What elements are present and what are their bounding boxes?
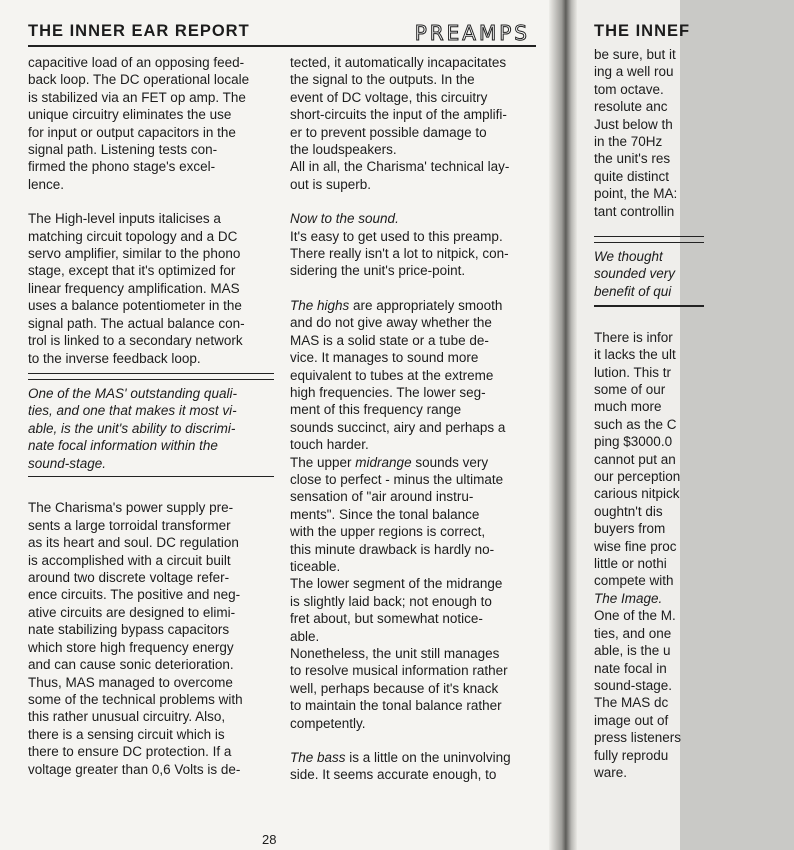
pullquote: One of the MAS' outstanding quali- ties, and one that makes it most vi- able, is the unit's ability to discrimi- nate focal information within the sound-stage. — [28, 385, 237, 471]
right-image-heading: The Image. — [594, 590, 663, 606]
paragraph-intro-sound: It's easy to get used to this preamp. There really isn't a lot to nitpick, con- sidering the unit's price-point. — [290, 228, 509, 279]
pullquote-bottom-rule — [28, 476, 274, 478]
right-paragraph-bass: be sure, but it ing a well rou tom octave. resolute anc Just below th in the 70Hz the unit's res quite distinct point, the MA: tant controllin — [594, 47, 678, 219]
running-header-title: THE INNER EAR REPORT — [28, 22, 250, 40]
right-running-header: THE INNEF — [594, 22, 691, 40]
paragraph-high-level-inputs: The High-level inputs italicises a matching circuit topology and a DC servo amplifier, similar to the phono stage, except that it's optimized for linear frequency amplification. MAS uses a balance potentiometer in the signal path. The actual balance con- trol is linked to a secondary network to the inverse feedback loop. — [28, 211, 245, 366]
left-column — [28, 54, 274, 778]
paragraph-power-supply: The Charisma's power supply pre- sents a large torroidal transformer as its heart and soul. DC regulation is accomplished with a circuit built around two discrete voltage refer- ence circuits. The positive and neg- ative circuits are designed to elimi- nate stabilizing bypass capacitors which store high frequency energy and can cause sonic deterioration. Thus, MAS managed to overcome some of the technical problems with this rather unusual circuitry. Also, there is a sensing circuit which is there to ensure DC protection. If a voltage greater than 0,6 Volts is de- — [28, 500, 243, 777]
page-number: 28 — [262, 832, 277, 847]
sound-heading: Now to the sound. — [290, 211, 399, 227]
header-rule — [28, 45, 536, 47]
middle-column — [290, 54, 536, 784]
paragraph-circuit: capacitive load of an opposing feed- back loop. The DC operational locale is stabilized via an FET op amp. The unique circuitry eliminates the use for input or output capacitors in the signal path. Listening tests con- firmed the phono stage's excel- lence. — [28, 55, 250, 192]
right-paragraph-resolution: There is infor it lacks the ult lution. This tr some of our much more such as the C ping $3000.0 cannot put an our perception carious nitpick oughtn't dis buyers from wise fine proc little or nothi compete with — [594, 329, 681, 589]
running-header-section: PREAMPS — [414, 21, 530, 45]
paragraph-highs: The highs are appropriately smooth and do not give away whether the MAS is a solid state or a tube de- vice. It manages to sound more equivalent to tubes at the extreme high frequencies. The lower seg- ment of this frequency range sounds succinct, airy and perhaps a touch harder. — [290, 297, 506, 453]
right-pullquote: We thought sounded very benefit of qui — [594, 249, 676, 299]
paragraph-bass: The bass is a little on the uninvolving side. It seems accurate enough, to — [290, 750, 511, 783]
right-pullquote-top-rule — [594, 236, 704, 243]
paragraph-lower-midrange: The lower segment of the midrange is slightly laid back; not enough to fret about, but somewhat notice- able. — [290, 576, 503, 644]
right-pullquote-bottom-rule — [594, 305, 704, 307]
right-page — [577, 0, 691, 850]
paragraph-nonetheless: Nonetheless, the unit still manages to resolve musical information rather well, perhaps because of it's knack to maintain the tonal balance rather competently. — [290, 646, 508, 731]
book-spine-gutter — [549, 0, 577, 850]
pullquote-top-rule — [28, 373, 274, 380]
paragraph-dc-protection: tected, it automatically incapacitates the signal to the outputs. In the event of DC voltage, this circuitry short-circuits the input of the amplifi- er to prevent possible damage to the loudspeakers. — [290, 55, 507, 158]
right-paragraph-image: One of the M. ties, and one able, is the u nate focal in sound-stage. The MAS dc image out of press listeners fully reprodu ware. — [594, 608, 682, 780]
paragraph-layout-summary: All in all, the Charisma' technical lay- out is superb. — [290, 159, 510, 192]
paragraph-midrange: The upper midrange sounds very close to perfect - minus the ultimate sensation of "air around instru- ments". Since the tonal balance with the upper regions is correct, this minute drawback is hardly no- ticeable. — [290, 454, 504, 574]
right-column — [594, 46, 794, 781]
